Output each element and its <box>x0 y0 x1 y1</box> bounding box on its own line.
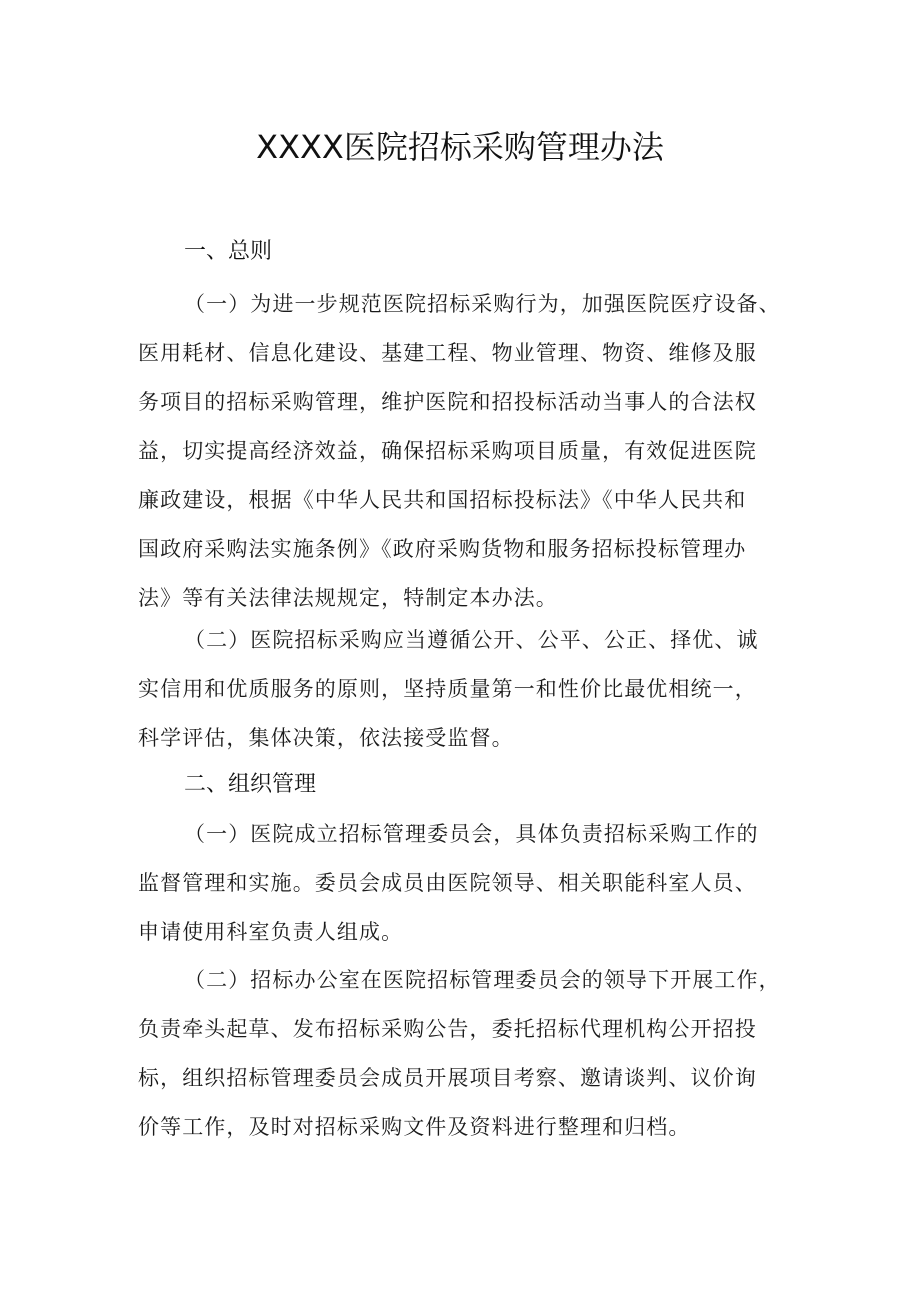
text-line: 科学评估，集体决策，依法接受监督。 <box>138 726 514 750</box>
page-title: XXXX医院招标采购管理办法 <box>256 128 664 166</box>
text-line: 国政府采购法实施条例》《政府采购货物和服务招标投标管理办 <box>138 537 747 561</box>
text-line: （一）医院成立招标管理委员会，具体负责招标采购工作的 <box>184 822 759 846</box>
text-line: （二）招标办公室在医院招标管理委员会的领导下开展工作， <box>184 968 781 992</box>
text-line: 负责牵头起草、发布招标采购公告，委托招标代理机构公开招投 <box>138 1017 757 1041</box>
paragraph-general-1 <box>138 280 818 623</box>
text-line: 申请使用科室负责人组成。 <box>138 920 404 944</box>
paragraph-general-2 <box>138 616 818 763</box>
text-line: 价等工作，及时对招标采购文件及资料进行整理和归档。 <box>138 1115 691 1139</box>
text-line: 法》等有关法律法规规定，特制定本办法。 <box>138 586 558 610</box>
section-heading-organization: 二、组织管理 <box>184 772 317 797</box>
section-heading-general: 一、总则 <box>184 239 273 264</box>
text-line: 实信用和优质服务的原则，坚持质量第一和性价比最优相统一， <box>138 677 757 701</box>
paragraph-organization-2 <box>138 956 818 1152</box>
text-line: （二）医院招标采购应当遵循公开、公平、公正、择优、诚 <box>184 628 759 652</box>
text-line: 务项目的招标采购管理，维护医院和招投标活动当事人的合法权 <box>138 390 757 414</box>
text-line: 监督管理和实施。委员会成员由医院领导、相关职能科室人员、 <box>138 871 757 895</box>
text-line: 医用耗材、信息化建设、基建工程、物业管理、物资、维修及服 <box>138 341 757 365</box>
text-line: 益，切实提高经济效益，确保招标采购项目质量，有效促进医院 <box>138 439 757 463</box>
text-line: （一）为进一步规范医院招标采购行为，加强医院医疗设备、 <box>184 292 781 316</box>
text-line: 廉政建设，根据《中华人民共和国招标投标法》《中华人民共和 <box>138 488 747 512</box>
text-line: 标，组织招标管理委员会成员开展项目考察、邀请谈判、议价询 <box>138 1066 757 1090</box>
paragraph-organization-1 <box>138 810 818 957</box>
